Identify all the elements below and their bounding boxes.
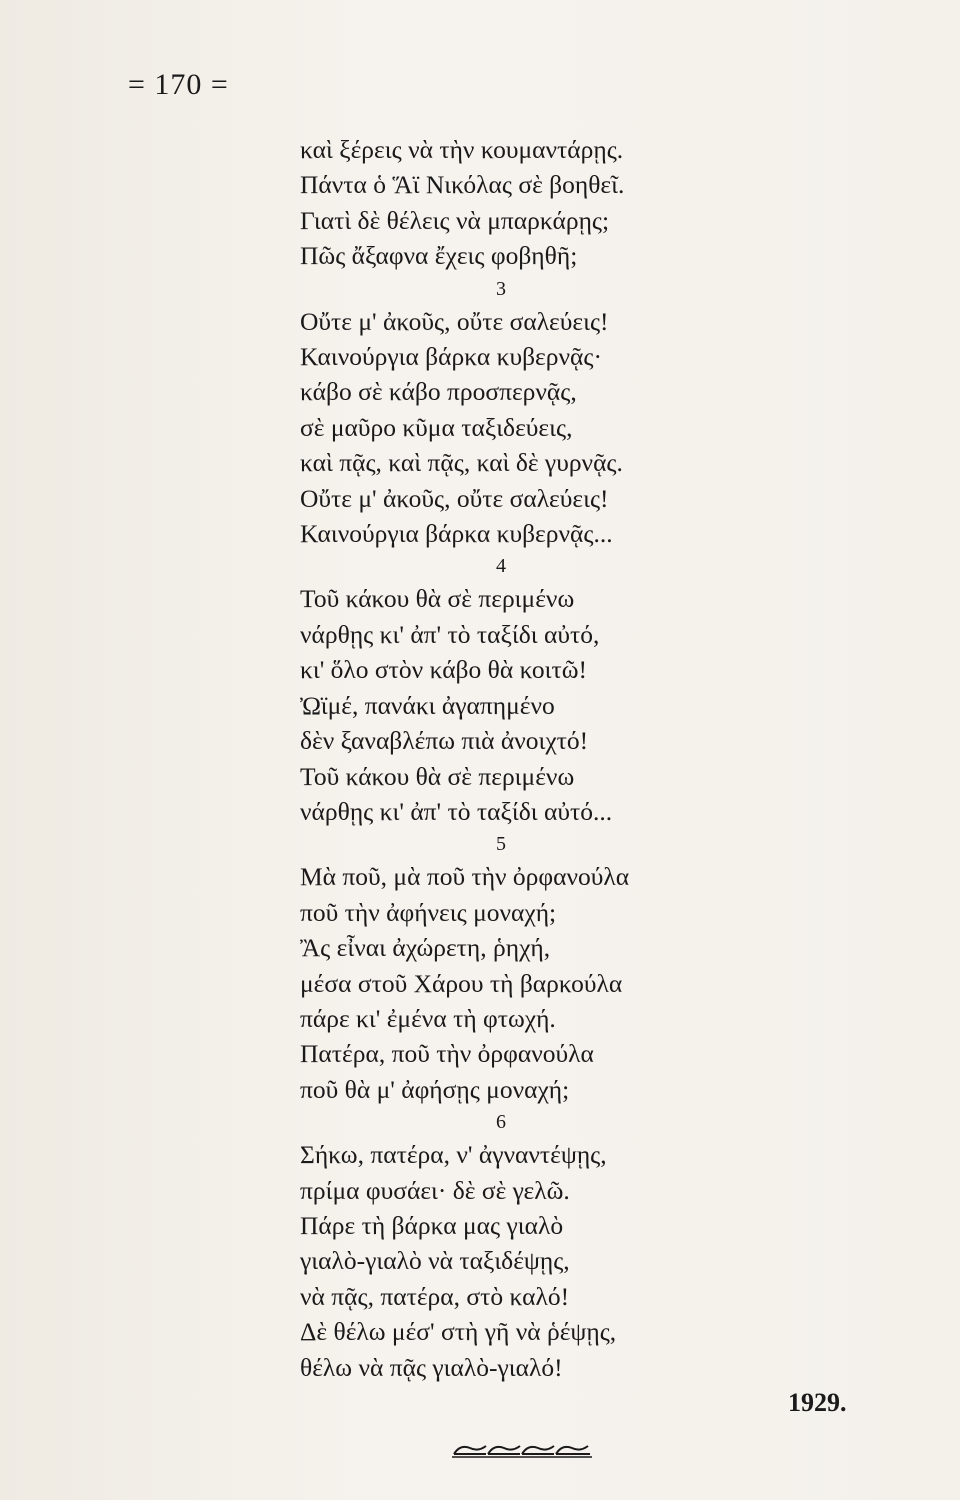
poem-line: Γιατὶ δὲ θέλεις νὰ μπαρκάρῃς; xyxy=(300,205,610,235)
poem-line: Μὰ ποῦ, μὰ ποῦ τὴν ὀρφανούλα xyxy=(300,862,630,892)
stanza-number: 6 xyxy=(496,1111,506,1134)
poem-year: 1929. xyxy=(788,1388,847,1417)
poem-line: θέλω νὰ πᾷς γιαλὸ-γιαλό! xyxy=(300,1352,563,1382)
poem-text xyxy=(300,132,629,1385)
poem-line: Πάντα ὁ Ἅϊ Νικόλας σὲ βοηθεῖ. xyxy=(300,170,625,200)
poem-line: πάρε κι' ἐμένα τὴ φτωχή. xyxy=(300,1003,556,1033)
poem-line: Ἂς εἶναι ἀχώρετη, ῥηχή, xyxy=(300,933,551,963)
poem-line: Ὠϊμέ, πανάκι ἀγαπημένο xyxy=(300,690,555,720)
poem-line: Δὲ θέλω μέσ' στὴ γῆ νὰ ῥέψῃς, xyxy=(300,1317,617,1347)
poem-line: νάρθῃς κι' ἀπ' τὸ ταξίδι αὐτό... xyxy=(300,796,613,826)
poem-line: Πατέρα, ποῦ τὴν ὀρφανούλα xyxy=(300,1039,594,1069)
poem-line: Πῶς ἄξαφνα ἔχεις φοβηθῆ; xyxy=(300,241,578,271)
poem-line: γιαλὸ-γιαλὸ νὰ ταξιδέψῃς, xyxy=(300,1246,570,1276)
poem-line: μέσα στοῦ Χάρου τὴ βαρκούλα xyxy=(300,968,623,998)
poem-line: Πάρε τὴ βάρκα μας γιαλὸ xyxy=(300,1210,564,1240)
poem-line: ποῦ τὴν ἀφήνεις μοναχή; xyxy=(300,897,557,927)
poem-line: κάβο σὲ κάβο προσπερνᾷς, xyxy=(300,377,577,407)
decorative-tailpiece-icon xyxy=(452,1440,592,1458)
poem-line: νάρθῃς κι' ἀπ' τὸ ταξίδι αὐτό, xyxy=(300,619,600,649)
poem-line: καὶ πᾷς, καὶ πᾷς, καὶ δὲ γυρνᾷς. xyxy=(300,448,623,478)
stanza-number: 5 xyxy=(496,833,506,856)
poem-line: Σήκω, πατέρα, ν' ἀγναντέψῃς, xyxy=(300,1140,607,1170)
poem-line: σὲ μαῦρο κῦμα ταξιδεύεις, xyxy=(300,412,573,442)
poem-line: πρίμα φυσάει· δὲ σὲ γελῶ. xyxy=(300,1175,570,1205)
poem-line: κι' ὅλο στὸν κάβο θὰ κοιτῶ! xyxy=(300,655,588,685)
poem-line: δὲν ξαναβλέπω πιὰ ἀνοιχτό! xyxy=(300,726,589,756)
poem-line: Οὔτε μ' ἀκοῦς, οὔτε σαλεύεις! xyxy=(300,483,609,513)
poem-line: καὶ ξέρεις νὰ τὴν κουμαντάρῃς. xyxy=(300,135,624,164)
page-number: = 170 = xyxy=(128,68,229,101)
stanza-number: 4 xyxy=(496,555,506,578)
stanza-number: 3 xyxy=(496,277,506,300)
poem-line: Καινούργια βάρκα κυβερνᾷς... xyxy=(300,519,613,549)
poem-line: Καινούργια βάρκα κυβερνᾷς· xyxy=(300,342,602,372)
poem-line: ποῦ θὰ μ' ἀφήσῃς μοναχή; xyxy=(300,1074,570,1104)
poem-line: Τοῦ κάκου θὰ σὲ περιμένω xyxy=(300,584,575,614)
poem-line: Τοῦ κάκου θὰ σὲ περιμένω xyxy=(300,761,575,791)
poem-line: νὰ πᾷς, πατέρα, στὸ καλό! xyxy=(300,1281,570,1311)
poem-line: Οὔτε μ' ἀκοῦς, οὔτε σαλεύεις! xyxy=(300,306,609,336)
